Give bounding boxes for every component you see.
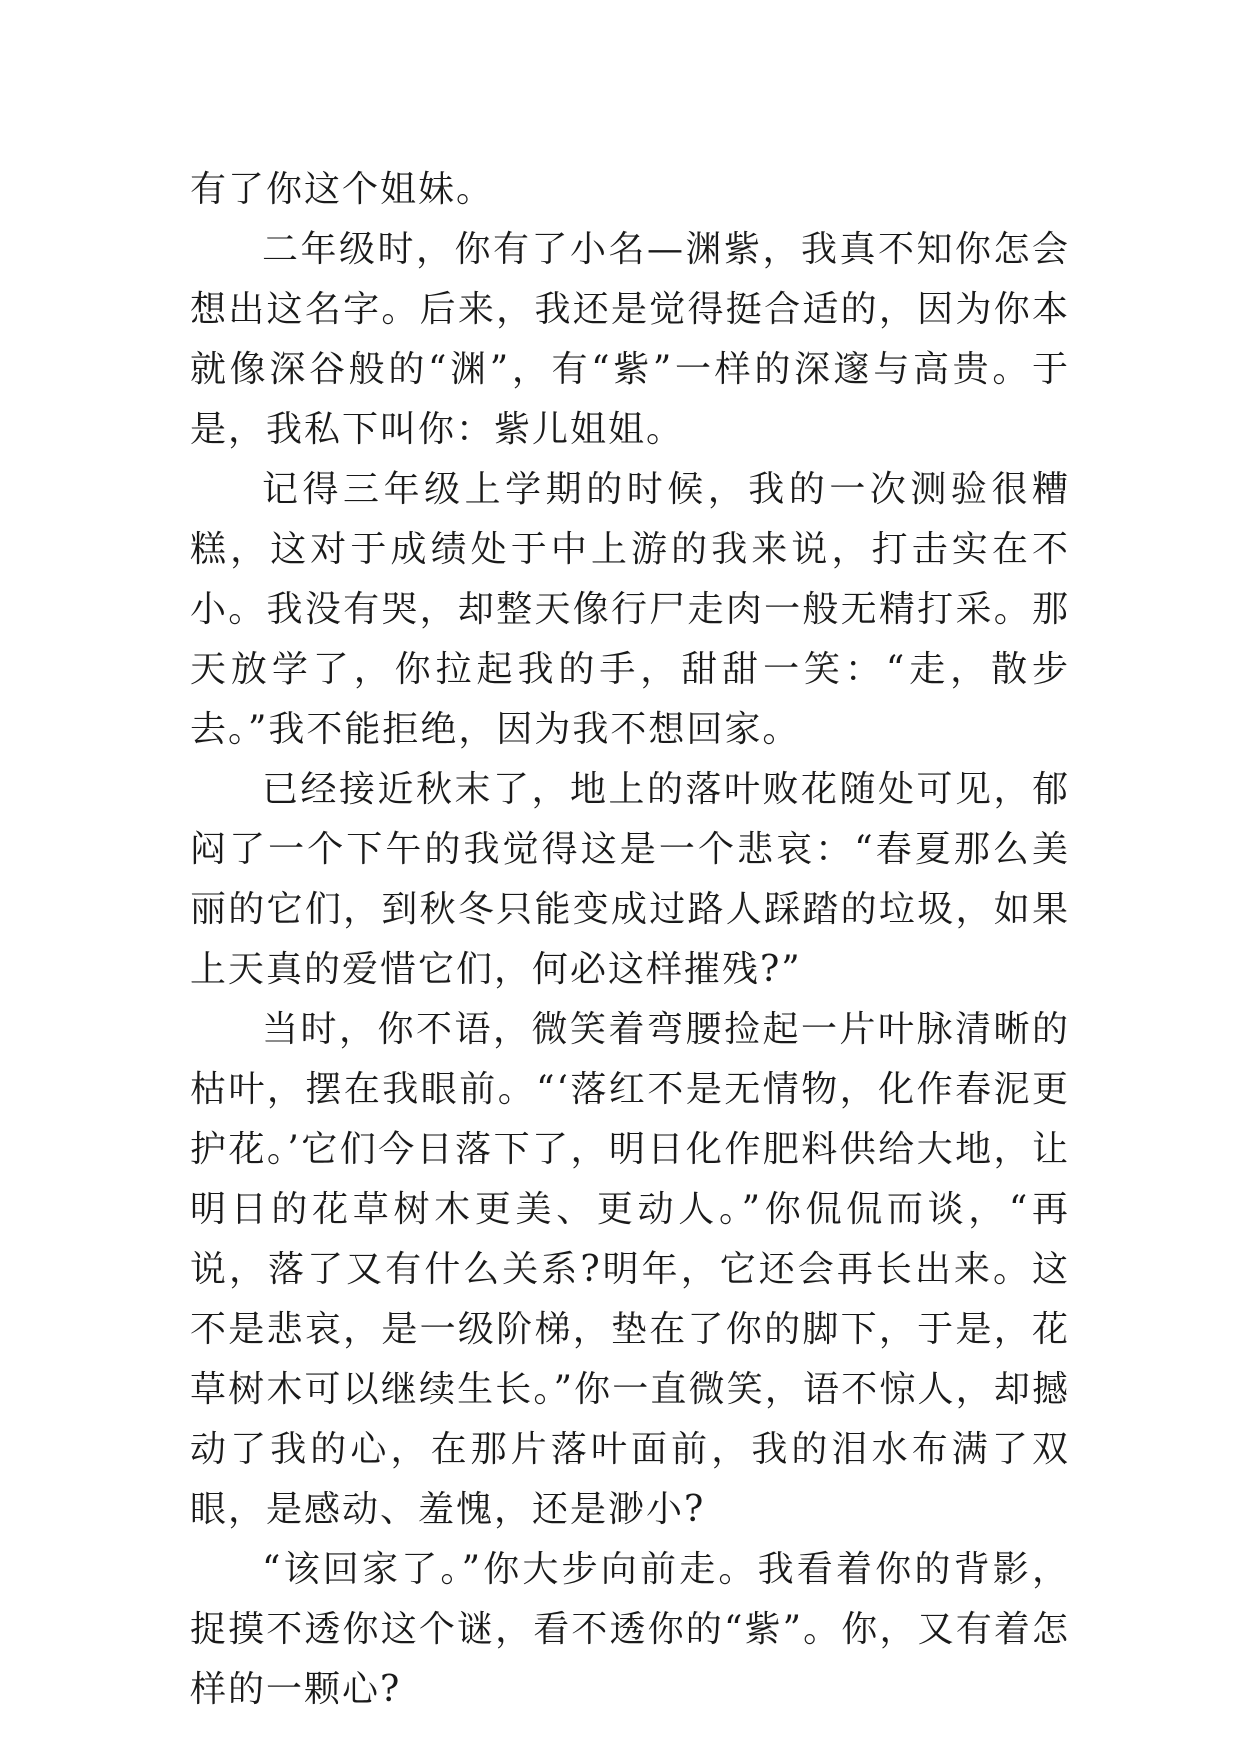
paragraph-1: 有了你这个姐妹。 <box>190 169 495 210</box>
paragraph-2: 二年级时，你有了小名—渊紫，我真不知你怎会想出这名字。后来，我还是觉得挺合适的，因为你本就像深谷般的“渊”，有“紫”一样的深邃与高贵。于是，我私下叫你：紫儿姐姐。 <box>190 229 1070 450</box>
paragraph-4: 已经接近秋末了，地上的落叶败花随处可见，郁闷了一个下午的我觉得这是一个悲哀：“春夏那么美丽的它们，到秋冬只能变成过路人踩踏的垃圾，如果上天真的爱惜它们，何必这样摧残?” <box>190 769 1070 990</box>
article-body <box>190 160 1070 1720</box>
paragraph-6: “该回家了。”你大步向前走。我看着你的背影，捉摸不透你这个谜，看不透你的“紫”。你，又有着怎样的一颗心? <box>190 1549 1070 1710</box>
paragraph-5: 当时，你不语，微笑着弯腰捡起一片叶脉清晰的枯叶，摆在我眼前。“‘落红不是无情物，化作春泥更护花。’它们今日落下了，明日化作肥料供给大地，让明日的花草树木更美、更动人。”你侃侃而谈，“再说，落了又有什么关系?明年，它还会再长出来。这不是悲哀，是一级阶梯，垫在了你的脚下，于是，花草树木可以继续生长。”你一直微笑，语不惊人，却撼动了我的心，在那片落叶面前，我的泪水布满了双眼，是感动、羞愧，还是渺小? <box>190 1009 1070 1530</box>
paragraph-3: 记得三年级上学期的时候，我的一次测验很糟糕，这对于成绩处于中上游的我来说，打击实在不小。我没有哭，却整天像行尸走肉一般无精打采。那天放学了，你拉起我的手，甜甜一笑：“走，散步去。”我不能拒绝，因为我不想回家。 <box>190 469 1070 750</box>
